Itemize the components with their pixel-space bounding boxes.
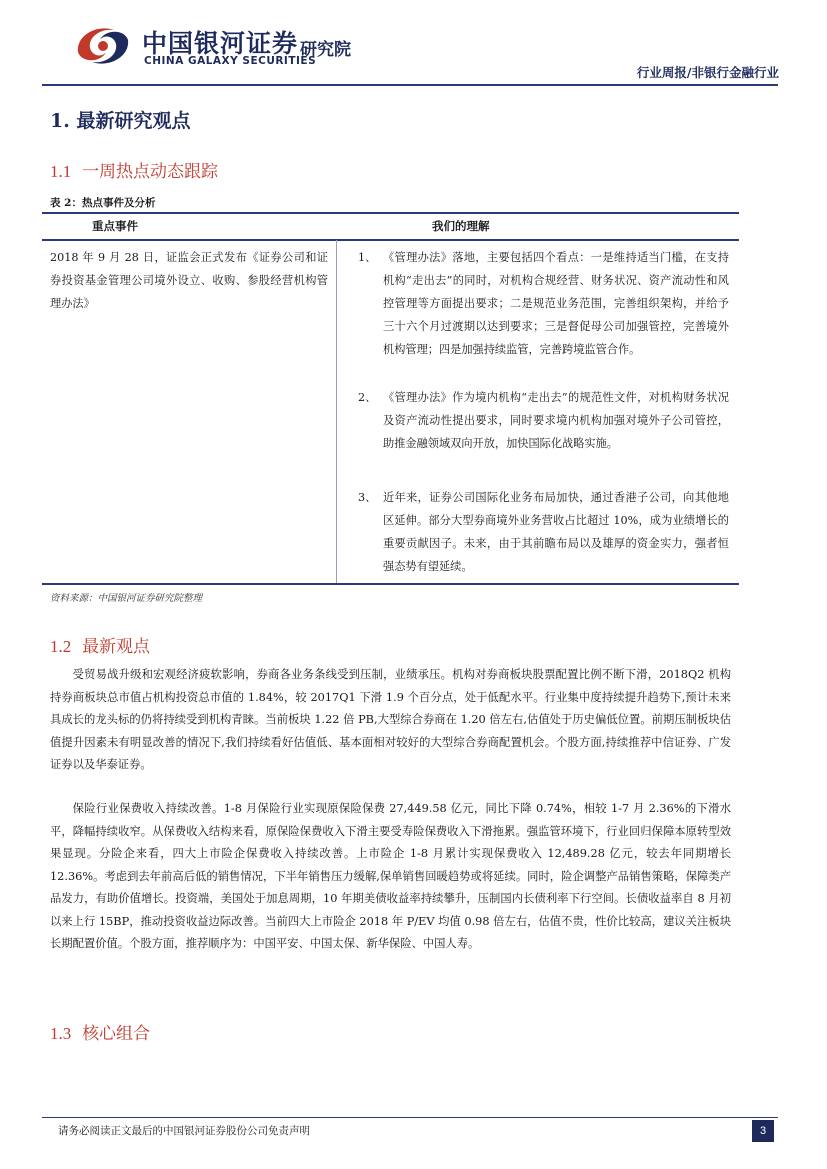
- section-1-1-number: 1.1: [50, 162, 72, 181]
- paragraph-securities: 受贸易战升级和宏观经济疲软影响，券商各业务条线受到压制，业绩承压。机构对券商板块股票配置比例不断下滑，2018Q2 机构持券商板块总市值占机构投资总市值的 1.84%，较 2017Q1 下滑 1.9 个百分点，处于低配水平。行业集中度持续提升趋势下,预计未来具成长的龙头标的仍将持续受到机构青睐。当前板块 1.22 倍 PB,大型综合券商在 1.20 倍左右,估值处于历史偏低位置。前期压制板块估值提升因素未有明显改善的情况下,我们持续看好估值低、基本面相对较好的大型综合券商配置机会。个股方面,持续推荐中信证券、广发证券以及华泰证券。: [50, 668, 731, 771]
- logo-company-name: 中国银河证券: [142, 29, 299, 58]
- table-point-2-number: 2、: [358, 391, 377, 404]
- galaxy-logo-icon: [72, 22, 134, 70]
- section-1-heading: 1. 最新研究观点: [50, 110, 191, 132]
- paragraph-insurance: 保险行业保费收入持续改善。1-8 月保险行业实现原保险保费 27,449.58 亿元，同比下降 0.74%，相较 1-7 月 2.36%的下滑水平，降幅持续收窄。从保费收入结构来看，原保险保费收入下滑主要受寿险保费收入下滑拖累。强监管环境下，行业回归保障本原转型效果显现。分险企来看，四大上市险企保费收入持续改善。上市险企 1-8 月累计实现保费收入 12,489.28 亿元，较去年同期增长 12.36%。考虑到去年前高后低的销售情况，下半年销售压力缓解,保单销售回暖趋势或将延续。同时，险企调整产品销售策略，保障类产品发力，有助价值增长。投资端，美国处于加息周期，10 年期美债收益率持续攀升，压制国内长债利率下行空间。长债收益率自 8 月初以来上行 15BP，推动投资收益边际改善。当前四大上市险企 2018 年 P/EV 均值 0.98 倍左右，估值不贵，性价比较高，建议关注板块长期配置价值。个股方面，推荐顺序为：中国平安、中国太保、新华保险、中国人寿。: [50, 802, 731, 950]
- table-point-1-number: 1、: [358, 251, 377, 264]
- table-column-divider: [336, 240, 337, 583]
- section-1-3-number: 1.3: [50, 1024, 72, 1043]
- table-bottom-rule: [42, 583, 739, 585]
- section-1-1-heading: [50, 157, 218, 182]
- table-point-2-text: 《管理办法》作为境内机构“走出去”的规范性文件，对机构财务状况及资产流动性提出要求，同时要求境内机构加强对境外子公司管控，助推金融领域双向开放，加快国际化战略实施。: [383, 391, 729, 450]
- table-point-1-text: 《管理办法》落地，主要包括四个看点：一是维持适当门槛，在支持机构“走出去”的同时，对机构合规经营、财务状况、资产流动性和风控管理等方面提出要求；二是规范业务范围，完善组织架构，并给予三十六个月过渡期以达到要求；三是督促母公司加强管控，完善境外机构管理；四是加强持续监管，完善跨境监管合作。: [383, 251, 729, 356]
- section-1-2-heading: [50, 632, 150, 657]
- table-source-note: 资料来源：中国银河证券研究院整理: [50, 593, 203, 604]
- table-header-view: 我们的理解: [432, 219, 490, 233]
- table-header-rule: [42, 239, 739, 241]
- section-1-2-number: 1.2: [50, 637, 72, 656]
- section-1-1-title: 一周热点动态跟踪: [82, 162, 219, 182]
- section-1-2-title: 最新观点: [82, 637, 151, 657]
- page-number: 3: [752, 1120, 774, 1142]
- table-point-3-number: 3、: [358, 491, 377, 504]
- report-type: 行业周报/非银行金融行业: [636, 65, 779, 80]
- section-1-3-heading: [50, 1019, 150, 1044]
- table-caption: 表 2：热点事件及分析: [50, 197, 156, 209]
- header-divider: [42, 84, 778, 86]
- footer-divider: [42, 1117, 778, 1118]
- table-event-cell: 2018 年 9 月 28 日，证监会正式发布《证券公司和证券投资基金管理公司境外设立、收购、参股经营机构管理办法》: [50, 251, 328, 310]
- table-header-event: 重点事件: [92, 219, 138, 233]
- logo-institute: 研究院: [300, 40, 351, 60]
- logo-english-name: CHINA GALAXY SECURITIES: [144, 55, 317, 67]
- table-top-rule: [42, 212, 739, 214]
- footer-disclaimer: 请务必阅读正文最后的中国银河证券股份公司免责声明: [58, 1125, 310, 1137]
- section-1-3-title: 核心组合: [82, 1024, 151, 1044]
- table-point-3-text: 近年来，证券公司国际化业务布局加快，通过香港子公司，向其他地区延伸。部分大型券商境外业务营收占比超过 10%，成为业绩增长的重要贡献因子。未来，由于其前瞻布局以及雄厚的资金实力，强者恒强态势有望延续。: [383, 491, 729, 573]
